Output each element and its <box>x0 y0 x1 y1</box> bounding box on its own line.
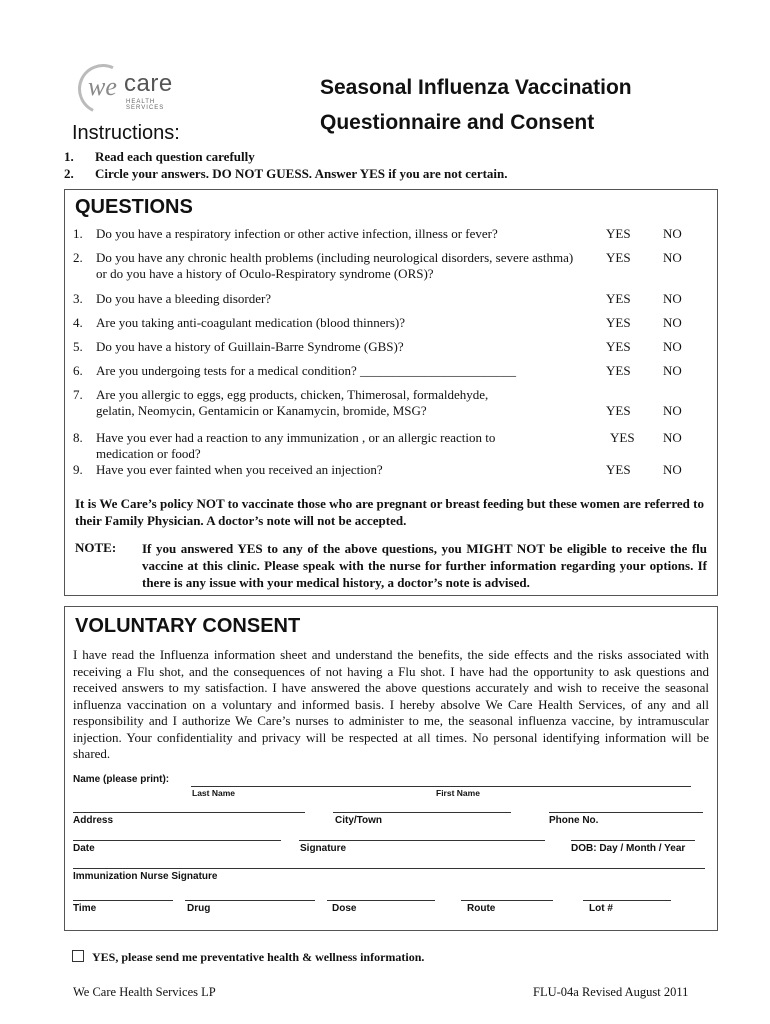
phone-label: Phone No. <box>549 815 599 826</box>
answer-yes[interactable]: YES <box>606 403 631 418</box>
footer-form-id: FLU-04a Revised August 2011 <box>533 985 689 999</box>
name-label: Name (please print): <box>73 774 170 785</box>
opt-in-label: YES, please send me preventative health & wellness information. <box>92 950 425 964</box>
answer-yes[interactable]: YES <box>606 315 631 330</box>
consent-heading: VOLUNTARY CONSENT <box>75 615 301 637</box>
answer-yes[interactable]: YES <box>606 363 631 378</box>
answer-no[interactable]: NO <box>663 226 682 241</box>
pregnancy-policy: It is We Care’s policy NOT to vaccinate those who are pregnant or breast feeding but these women are referred to their Family Physician. A doctor’s note will not be accepted. <box>75 496 704 528</box>
last-name-label: Last Name <box>192 788 235 798</box>
answer-yes[interactable]: YES <box>606 462 631 477</box>
logo-we: we <box>88 72 117 101</box>
time-label: Time <box>73 903 97 914</box>
nurse-signature-label: Immunization Nurse Signature <box>73 871 218 882</box>
answer-no[interactable]: NO <box>663 315 682 330</box>
route-label: Route <box>467 903 496 914</box>
answer-yes[interactable]: YES <box>606 339 631 354</box>
signature-input[interactable] <box>299 840 545 841</box>
answer-yes[interactable]: YES <box>606 226 631 241</box>
title-line-1: Seasonal Influenza Vaccination <box>320 76 632 99</box>
answer-yes[interactable]: YES <box>606 291 631 306</box>
dose-input[interactable] <box>327 900 435 901</box>
title-line-2: Questionnaire and Consent <box>320 111 595 134</box>
consent-box <box>64 606 718 931</box>
lot-label: Lot # <box>589 903 613 914</box>
answer-no[interactable]: NO <box>663 339 682 354</box>
answer-no[interactable]: NO <box>663 430 682 445</box>
questions-heading: QUESTIONS <box>75 196 193 218</box>
note-text: If you answered YES to any of the above questions, you MIGHT NOT be eligible to receive the flu vaccine at this clinic. Please speak with the nurse for further information regarding your options. If there is any issue with your medical history, a doctor’s note is advised. <box>142 541 707 590</box>
address-label: Address <box>73 815 114 826</box>
address-input[interactable] <box>73 812 305 813</box>
time-input[interactable] <box>73 900 173 901</box>
name-input[interactable] <box>191 786 691 787</box>
drug-label: Drug <box>187 903 211 914</box>
lot-input[interactable] <box>583 900 671 901</box>
drug-input[interactable] <box>185 900 315 901</box>
city-label: City/Town <box>335 815 383 826</box>
first-name-label: First Name <box>436 788 480 798</box>
questions-box: QUESTIONS 1. Do you have a respiratory infection or other active infection, illness or fever? YES NO 2. Do you have any chronic health problems (including neurological disorders, severe asthma) or do you have a history of Oculo-Respiratory syndrome (ORS)? YES NO 3. Do you have a bleeding disorder? YES NO 4. Are you taking anti-coagulant medication (blood thinners)? YES NO 5. Do you have a history of Guillain-Barre Syndrome (GBS)? YES NO 6. Are you undergoing tests for a medical condition? ________________________ YES NO 7. Are you allergic to eggs, egg products, chicken, Thimerosal, formaldehyde, gelatin, Neomycin, Gentamicin or Kanamycin, bromide, MSG? YES NO 8. Have you ever had a reaction to any immunization , or an allergic reaction to medication or food? YES NO 9. Have you ever fainted when you received an injection? YES NO It is We Care’s policy NOT to vaccinate those who are pregnant or breast feeding but these women are referred to their Family Physician. A doctor’s note will not be accepted. NOTE: If you answered YES to any of the above questions, you MIGHT NOT be eligible to receive the flu vaccine at this clinic. Please speak with the nurse for further information regarding your options. If there is any issue with your medical history, a doctor’s note is advised. <box>64 189 718 596</box>
answer-no[interactable]: NO <box>663 403 682 418</box>
dob-input[interactable] <box>571 840 695 841</box>
signature-label: Signature <box>300 843 347 854</box>
dose-label: Dose <box>332 903 357 914</box>
instruction-step: 1. Read each question carefully <box>64 149 255 164</box>
instructions-steps <box>64 148 508 182</box>
answer-yes[interactable]: YES <box>610 430 635 445</box>
wellness-opt-in[interactable] <box>72 950 424 965</box>
nurse-signature-input[interactable] <box>73 868 705 869</box>
dob-label: DOB: Day / Month / Year <box>571 843 686 854</box>
instruction-step: 2. Circle your answers. DO NOT GUESS. Answer YES if you are not certain. <box>64 166 508 181</box>
date-input[interactable] <box>73 840 281 841</box>
answer-no[interactable]: NO <box>663 291 682 306</box>
date-label: Date <box>73 843 95 854</box>
logo-subtitle: HEALTH SERVICES <box>126 99 165 111</box>
we-care-logo <box>78 64 188 124</box>
footer-company: We Care Health Services LP <box>73 985 216 999</box>
answer-no[interactable]: NO <box>663 363 682 378</box>
phone-input[interactable] <box>549 812 703 813</box>
route-input[interactable] <box>461 900 553 901</box>
consent-text: I have read the Influenza information sheet and understand the benefits, the side effects and the risks associated with receiving a Flu shot, and the consequences of not having a Flu shot. I have had the opportunity to ask questions and received answers to my satisfaction. I have answered the above questions accurately and wish to receive the seasonal influenza vaccination on a voluntary and informed basis. I hereby absolve We Care Health Services, of any and all responsibility and I authorize We Care’s nurses to administer to me, the seasonal influenza vaccine, by intramuscular injection. Your confidentiality and privacy will be respected at all times. No personal identifying information will be shared. <box>73 647 709 761</box>
answer-yes[interactable]: YES <box>606 250 631 265</box>
opt-in-checkbox[interactable] <box>72 950 84 962</box>
city-input[interactable] <box>333 812 511 813</box>
answer-no[interactable]: NO <box>663 250 682 265</box>
page-title <box>320 70 632 140</box>
answer-no[interactable]: NO <box>663 462 682 477</box>
note-label: NOTE: <box>75 540 117 555</box>
logo-care: care <box>124 70 173 97</box>
instructions-heading: Instructions: <box>72 122 180 144</box>
